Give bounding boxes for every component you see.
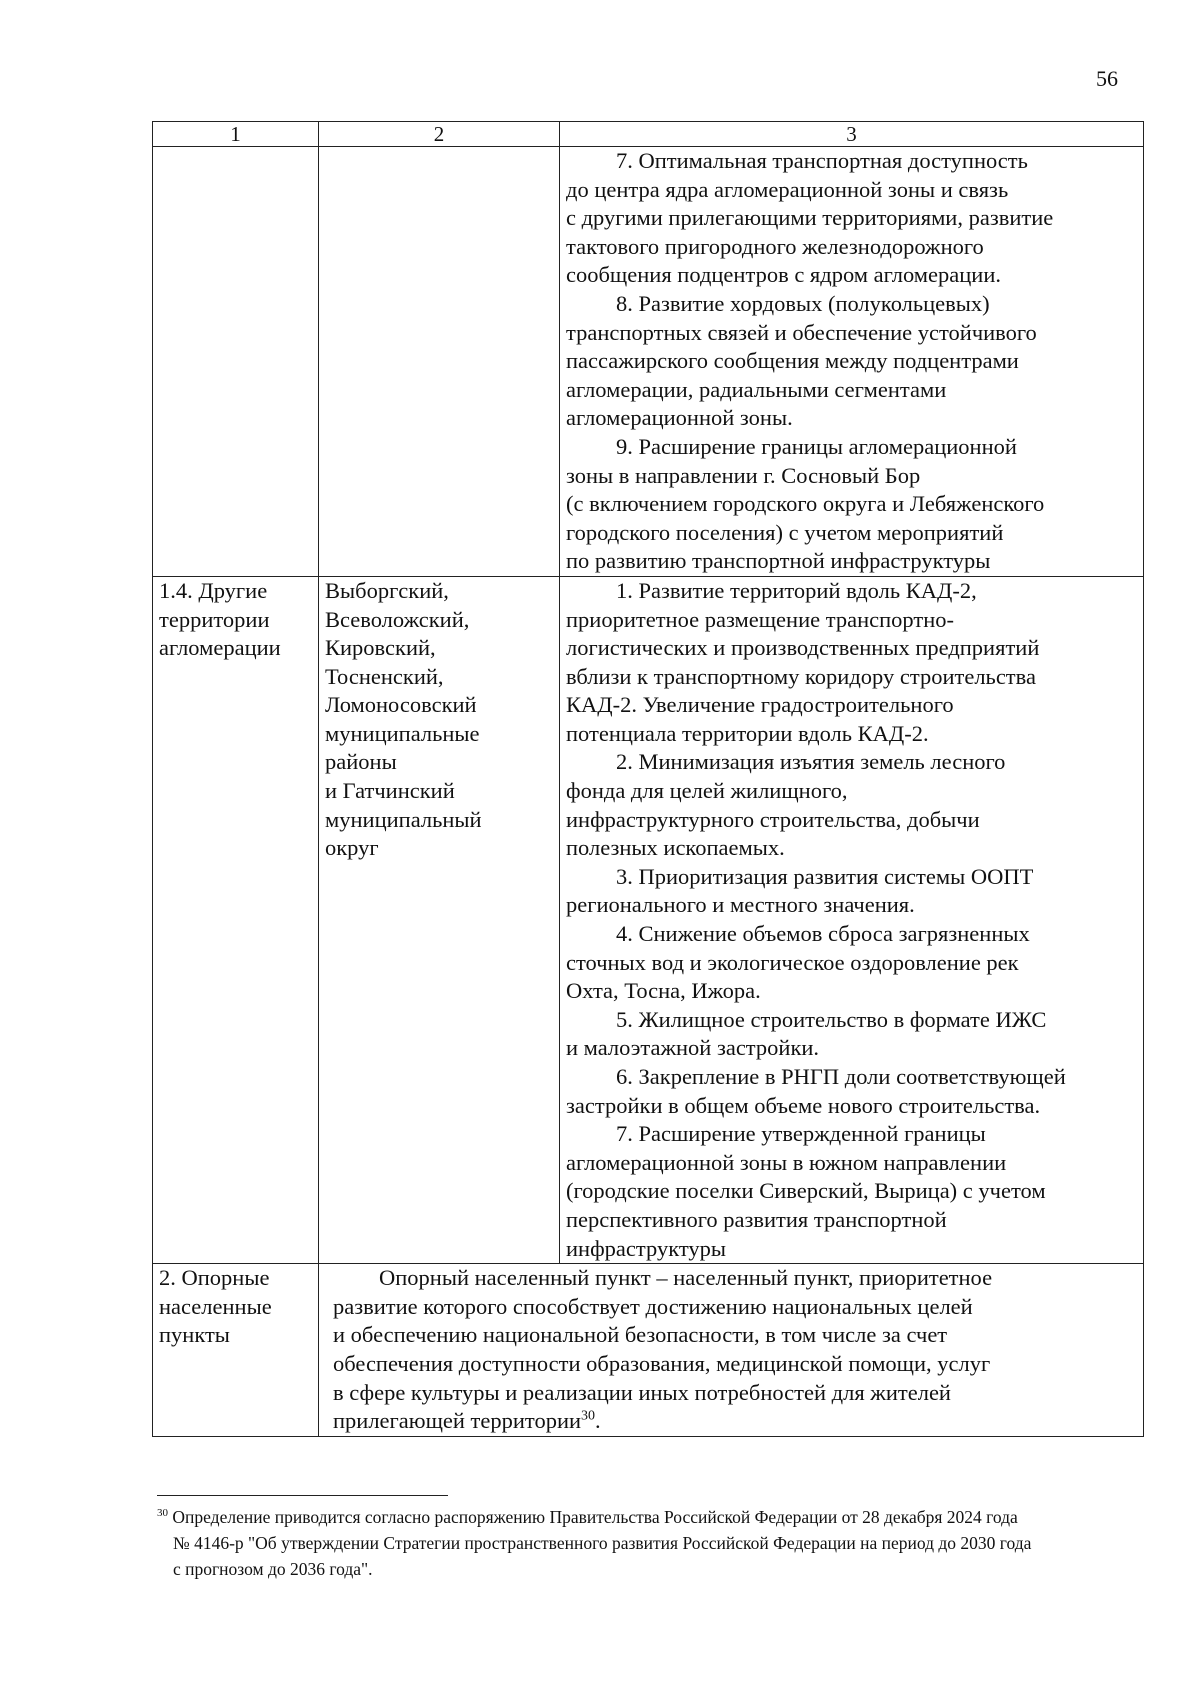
para-line: сообщения подцентров с ядром агломерации. bbox=[566, 262, 1001, 288]
row-label-line: пункты bbox=[159, 1322, 230, 1348]
para-line: прилегающей территории bbox=[333, 1408, 582, 1434]
para-line: транспортных связей и обеспечение устойчивого bbox=[566, 319, 1037, 345]
table-row-2 bbox=[153, 1264, 1144, 1437]
main-table bbox=[152, 121, 1144, 1437]
para-line: с другими прилегающими территориями, развитие bbox=[566, 205, 1054, 231]
page-number: 56 bbox=[1096, 66, 1118, 91]
para-line: 8. Развитие хордовых (полукольцевых) bbox=[616, 290, 990, 316]
row-1-4-col-1 bbox=[153, 576, 319, 1263]
footnote bbox=[157, 1504, 1147, 1582]
table-row-continuation bbox=[153, 147, 1144, 577]
para-line: в сфере культуры и реализации иных потребностей для жителей bbox=[333, 1379, 951, 1405]
row-label-line: населенные bbox=[159, 1293, 272, 1319]
footnote-marker: 30 bbox=[157, 1507, 168, 1520]
continuation-col-3 bbox=[560, 147, 1144, 577]
footnote-text: Определение приводится согласно распоряжению Правительства Российской Федерации от 28 декабря 2024 года bbox=[172, 1507, 1018, 1527]
para-line: городского поселения) с учетом мероприятий bbox=[566, 519, 1004, 545]
header-col-1: 1 bbox=[153, 122, 319, 147]
district-line: и Гатчинский bbox=[325, 778, 455, 804]
para-last-line bbox=[333, 1407, 1133, 1436]
para-line: 4. Снижение объемов сброса загрязненных bbox=[616, 921, 1030, 947]
para-line: КАД-2. Увеличение градостроительного bbox=[566, 692, 954, 718]
para-line: потенциала территории вдоль КАД-2. bbox=[566, 720, 929, 746]
para-line: пассажирского сообщения между подцентрами bbox=[566, 348, 1019, 374]
para-line: агломерационной зоны. bbox=[566, 405, 793, 431]
para-line: логистических и производственных предприятий bbox=[566, 635, 1040, 661]
row-1-4-col-2 bbox=[319, 576, 560, 1263]
para-line: тактового пригородного железнодорожного bbox=[566, 233, 984, 259]
para-line: 9. Расширение границы агломерационной bbox=[616, 433, 1017, 459]
row-label-line: агломерации bbox=[159, 635, 281, 661]
footnote-line: № 4146-р "Об утверждении Стратегии пространственного развития Российской Федерации на период до 2030 года bbox=[173, 1533, 1032, 1553]
para-line: зоны в направлении г. Сосновый Бор bbox=[566, 462, 921, 488]
district-line: муниципальные bbox=[325, 720, 480, 746]
para-line: 7. Оптимальная транспортная доступность bbox=[616, 148, 1028, 173]
district-line: Ломоносовский bbox=[325, 692, 477, 718]
para-line: и обеспечению национальной безопасности, в том числе за счет bbox=[333, 1322, 948, 1348]
district-line: районы bbox=[325, 749, 397, 775]
para-line: 6. Закрепление в РНГП доли соответствующей bbox=[616, 1064, 1066, 1089]
para-line: и малоэтажной застройки. bbox=[566, 1035, 820, 1061]
district-line: Выборгский, bbox=[325, 577, 449, 603]
para-line: перспективного развития транспортной bbox=[566, 1206, 947, 1232]
footnote-line bbox=[157, 1504, 1147, 1530]
footnote-reference[interactable]: 30 bbox=[581, 1408, 596, 1424]
para-line: инфраструктуры bbox=[566, 1235, 726, 1261]
para-line: Охта, Тосна, Ижора. bbox=[566, 978, 761, 1004]
para-line: Опорный населенный пункт – населенный пункт, приоритетное bbox=[379, 1265, 993, 1291]
para-line: 5. Жилищное строительство в формате ИЖС bbox=[616, 1006, 1047, 1032]
para-line: по развитию транспортной инфраструктуры bbox=[566, 548, 991, 574]
para-line: 1. Развитие территорий вдоль КАД-2, bbox=[616, 577, 977, 603]
para-line: до центра ядра агломерационной зоны и связь bbox=[566, 176, 1009, 202]
district-line: округ bbox=[325, 835, 379, 861]
footnote-divider bbox=[157, 1495, 448, 1496]
continuation-col-2 bbox=[319, 147, 560, 577]
para-line: застройки в общем объеме нового строительства. bbox=[566, 1092, 1041, 1118]
para-line: 7. Расширение утвержденной границы bbox=[616, 1121, 986, 1147]
para-line: (городские поселки Сиверский, Вырица) с учетом bbox=[566, 1178, 1046, 1204]
para-line: агломерационной зоны в южном направлении bbox=[566, 1149, 1007, 1175]
para-line: полезных ископаемых. bbox=[566, 835, 785, 861]
header-col-3: 3 bbox=[560, 122, 1144, 147]
row-1-4-col-3 bbox=[560, 576, 1144, 1263]
para-line: регионального и местного значения. bbox=[566, 892, 915, 918]
table-header-row bbox=[153, 122, 1144, 147]
para-line: (с включением городского округа и Лебяженского bbox=[566, 491, 1045, 517]
para-line: сточных вод и экологическое оздоровление рек bbox=[566, 949, 1019, 975]
district-line: Кировский, bbox=[325, 635, 436, 661]
row-2-merged-cell bbox=[319, 1264, 1144, 1437]
footnote-line: с прогнозом до 2036 года". bbox=[173, 1559, 373, 1579]
para-line: 2. Минимизация изъятия земель лесного bbox=[616, 749, 1006, 775]
row-label-line: 1.4. Другие bbox=[159, 577, 268, 603]
para-line: 3. Приоритизация развития системы ООПТ bbox=[616, 863, 1034, 889]
district-line: Тосненский, bbox=[325, 663, 444, 689]
table-row-1-4 bbox=[153, 576, 1144, 1263]
trailing-period: . bbox=[595, 1408, 601, 1434]
header-col-2: 2 bbox=[319, 122, 560, 147]
para-line: приоритетное размещение транспортно- bbox=[566, 606, 954, 632]
para-line: инфраструктурного строительства, добычи bbox=[566, 806, 980, 832]
row-2-col-1 bbox=[153, 1264, 319, 1437]
district-line: Всеволожский, bbox=[325, 606, 470, 632]
row-label-line: 2. Опорные bbox=[159, 1265, 270, 1291]
continuation-col-1 bbox=[153, 147, 319, 577]
district-line: муниципальный bbox=[325, 806, 482, 832]
para-line: вблизи к транспортному коридору строительства bbox=[566, 663, 1036, 689]
para-line: обеспечения доступности образования, медицинской помощи, услуг bbox=[333, 1350, 991, 1376]
para-line: фонда для целей жилищного, bbox=[566, 778, 848, 804]
para-line: развитие которого способствует достижению национальных целей bbox=[333, 1293, 973, 1319]
row-label-line: территории bbox=[159, 606, 270, 632]
para-line: агломерации, радиальными сегментами bbox=[566, 376, 947, 402]
